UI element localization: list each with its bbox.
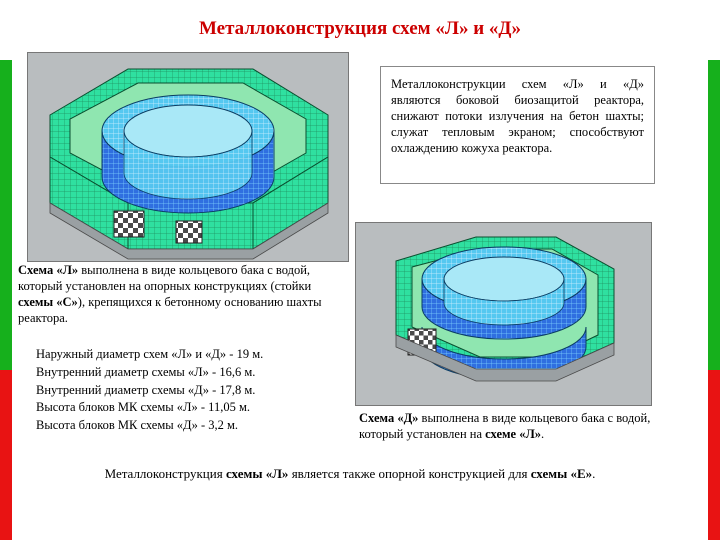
- scheme-d-label: Схема «Д»: [359, 411, 419, 425]
- footer-text-2: является также опорной конструкцией для: [288, 466, 531, 481]
- intro-textbox: Металлоконструкции схем «Л» и «Д» являются боковой биозащитой реактора, снижают потоки излучения на бетон шахты; служат тепловым экраном; способствуют охлаждению кожуха реактора.: [380, 66, 655, 184]
- figure-scheme-d: [355, 222, 652, 406]
- scheme-d-text-2: .: [541, 427, 545, 441]
- decorative-bar-left-red: [0, 370, 12, 540]
- footer-note: [30, 462, 670, 492]
- scheme-l-text-2: ), крепящихся к бетонному основанию шахты реактора.: [18, 295, 322, 325]
- figure-scheme-l: [27, 52, 349, 262]
- footer-text-3: .: [592, 466, 596, 481]
- page-title: Металлоконструкция схем «Л» и «Д»: [198, 18, 521, 39]
- decorative-bar-right-green: [708, 60, 720, 370]
- decorative-bar-left-green: [0, 60, 12, 370]
- decorative-bar-right-red: [708, 370, 720, 540]
- list-item: Высота блоков МК схемы «Д» - 3,2 м.: [36, 418, 239, 432]
- footer-scheme-l: схемы «Л»: [225, 466, 289, 481]
- list-item: Внутренний диаметр схемы «Л» - 16,6 м.: [36, 364, 256, 379]
- scheme-c-label: схемы «С»: [18, 295, 78, 309]
- scheme-d-description: [355, 408, 655, 454]
- list-item: Высота блоков МК схемы «Л» - 11,05 м.: [36, 400, 251, 415]
- scheme-l-label: Схема «Л»: [18, 263, 79, 277]
- list-item: Внутренний диаметр схемы «Д» - 17,8 м.: [36, 382, 256, 397]
- footer-text-1: Металлоконструкция: [104, 466, 226, 481]
- scheme-d-text-1: выполнена в виде кольцевого бака с водой, который установлен на: [359, 411, 651, 441]
- scheme-d-illustration: [356, 223, 651, 405]
- scheme-l-illustration: [28, 53, 348, 261]
- scheme-l-description: [12, 258, 347, 338]
- footer-scheme-e: схемы «Е»: [530, 466, 593, 481]
- scheme-l-text-1: выполнена в виде кольцевого бака с водой, который установлен на опорных конструкциях (стойки: [18, 263, 312, 293]
- list-item: Наружный диаметр схем «Л» и «Д» - 19 м.: [36, 347, 264, 361]
- dimensions-list: [30, 342, 350, 452]
- scheme-l-reference: схеме «Л»: [485, 427, 542, 441]
